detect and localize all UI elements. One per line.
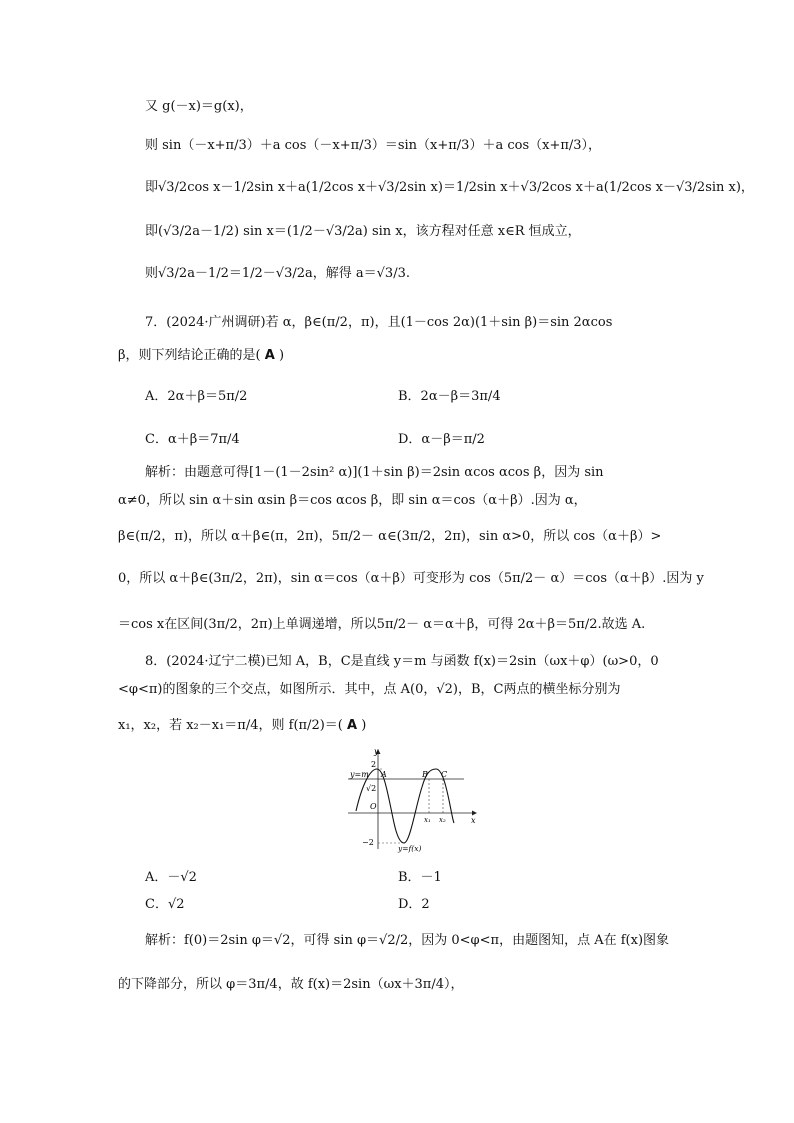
point-c-label: C [441, 770, 448, 779]
question-7-option-a: A．2α＋β＝5π/2 [145, 389, 248, 404]
question-7-solution-line: β∈(π/2，π)，所以 α＋β∈(π，2π)，5π/2－ α∈(3π/2，2π)，sin α>0，所以 cos（α＋β）> [118, 529, 662, 544]
function-graph-svg [340, 745, 480, 855]
question-7-solution-line: 解析：由题意可得[1－(1－2sin² α)](1＋sin β)＝2sin αcos αcos β，因为 sin [145, 465, 604, 480]
line-label: y=m [350, 770, 369, 779]
question-7-stem-text: ) [278, 348, 285, 363]
question-8-stem-text: ) [361, 718, 367, 733]
curve-label: y=f(x) [398, 844, 422, 853]
text-line: 又 g(－x)＝g(x)， [145, 99, 253, 114]
question-8-stem: 8．(2024·辽宁二模)已知 A，B，C是直线 y＝m 与函数 f(x)＝2sin（ωx＋φ）(ω>0，0 [145, 654, 659, 669]
question-8-option-d: D．2 [398, 897, 430, 912]
y-axis-label: y [374, 747, 379, 756]
text-line: 即√3/2cos x－1/2sin x＋a(1/2cos x＋√3/2sin x)＝1/2sin x＋√3/2cos x＋a(1/2cos x－√3/2sin x)， [145, 180, 754, 195]
tick-sqrt2-label: √2 [366, 784, 377, 793]
x2-label: x₂ [439, 816, 446, 824]
question-7-solution-line: 0，所以 α＋β∈(3π/2，2π)，sin α＝cos（α＋β）可变形为 cos（5π/2－ α）＝cos（α＋β）.因为 y [118, 571, 704, 586]
x-axis-label: x [471, 816, 476, 825]
question-8-answer: A [347, 718, 358, 733]
question-7-option-d: D．α－β＝π/2 [398, 432, 485, 447]
origin-label: O [370, 802, 377, 811]
question-8-stem-text: x₁，x₂，若 x₂－x₁＝π/4，则 f(π/2)＝( [118, 718, 343, 733]
question-8-option-a: A．－√2 [145, 870, 197, 885]
question-7-option-c: C．α＋β＝7π/4 [145, 432, 240, 447]
tick-2-label: 2 [371, 760, 377, 769]
question-7-solution-line: α≠0，所以 sin α＋sin αsin β＝cos αcos β，即 sin α＝cos（α＋β）.因为 α， [118, 493, 587, 508]
question-8-stem [0, 716, 794, 736]
question-7-stem [0, 346, 794, 366]
question-7-solution-line: ＝cos x在区间(3π/2，2π)上单调递增，所以5π/2－ α＝α＋β，可得 2α＋β＝5π/2.故选 A. [118, 617, 646, 632]
question-8-solution-line: 解析：f(0)＝2sin φ＝√2，可得 sin φ＝√2/2，因为 0<φ<π，由题图知，点 A在 f(x)图象 [145, 933, 670, 948]
question-7-stem-text: β，则下列结论正确的是( [118, 348, 261, 363]
question-8-stem: <φ<π)的图象的三个交点，如图所示．其中，点 A(0，√2)，B，C两点的横坐标分别为 [118, 682, 621, 697]
question-8-option-b: B．－1 [398, 870, 442, 885]
question-8-solution-line: 的下降部分，所以 φ＝3π/4，故 f(x)＝2sin（ωx＋3π/4）， [118, 977, 464, 992]
question-7-stem: 7．(2024·广州调研)若 α，β∈(π/2，π)，且(1－cos 2α)(1＋sin β)＝sin 2αcos [145, 315, 613, 330]
point-a-label: A [381, 770, 387, 779]
text-line: 则 sin（－x+π/3）＋a cos（－x+π/3）＝sin（x+π/3）＋a cos（x+π/3）， [145, 138, 602, 153]
point-b-label: B [422, 770, 428, 779]
question-7-option-b: B．2α－β＝3π/4 [398, 389, 501, 404]
question-8-option-c: C．√2 [145, 897, 185, 912]
x-axis-arrow-icon [472, 811, 477, 816]
tick-neg2-label: −2 [362, 838, 374, 847]
text-line: 则√3/2a－1/2＝1/2－√3/2a，解得 a＝√3/3. [145, 266, 410, 281]
function-graph-figure [340, 745, 480, 855]
question-7-answer: A [264, 348, 275, 363]
x1-label: x₁ [424, 816, 431, 824]
text-line: 即(√3/2a－1/2) sin x＝(1/2－√3/2a) sin x，该方程对任意 x∈R 恒成立， [145, 224, 581, 239]
